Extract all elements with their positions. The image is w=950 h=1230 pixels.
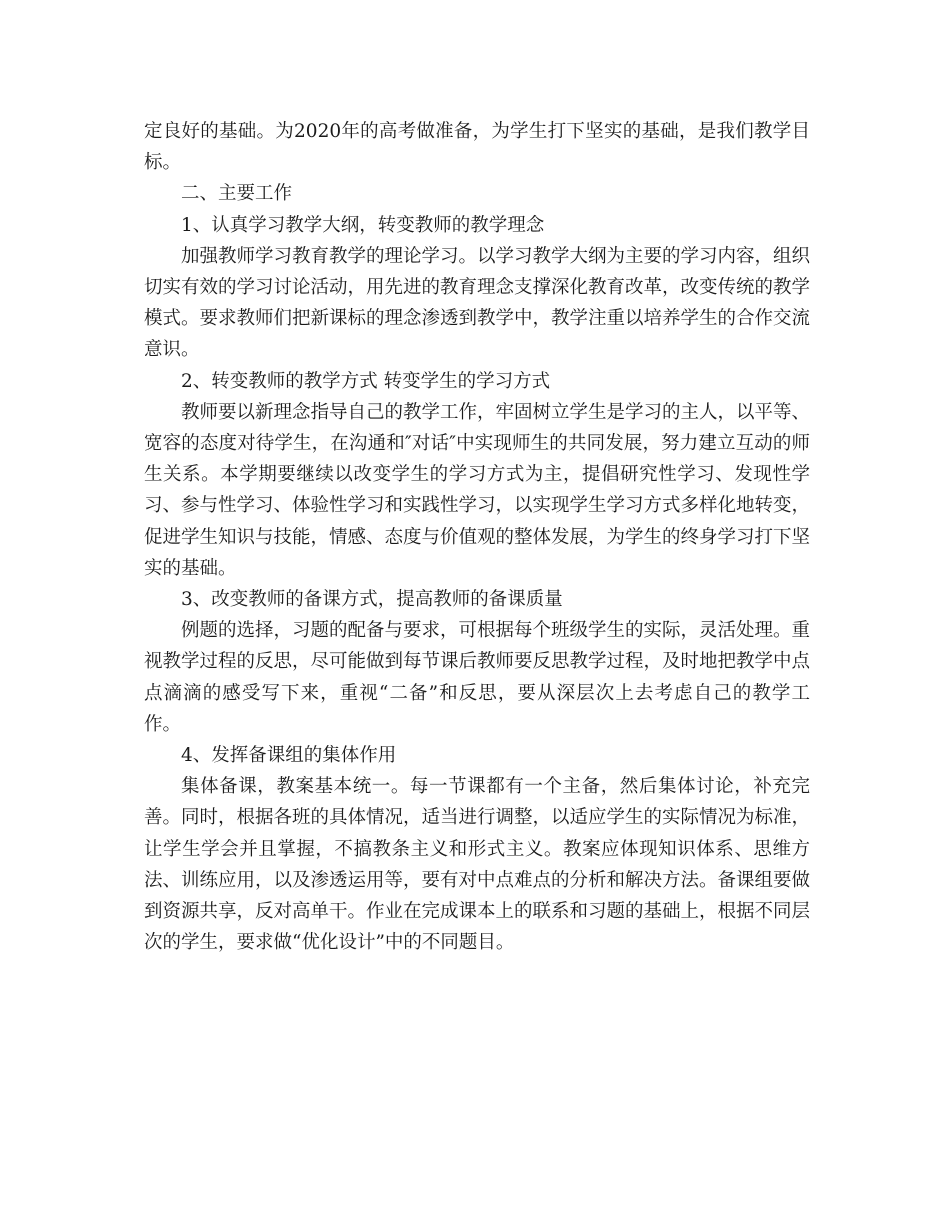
paragraph-4: 集体备课，教案基本统一。每一节课都有一个主备，然后集体讨论，补充完善。同时，根据各班的具体情况，适当进行调整，以适应学生的实际情况为标准，让学生学会并且掌握，不搞教条主义和形式主义。教案应体现知识体系、思维方法、训练应用，以及渗透运用等，要有对中点难点的分析和解决方法。备课组要做到资源共享，反对高单干。作业在完成课本上的联系和习题的基础上，根据不同层次的学生，要求做“优化设计”中的不同题目。 bbox=[144, 776, 811, 954]
paragraph-2: 教师要以新理念指导自己的教学工作，牢固树立学生是学习的主人，以平等、宽容的态度对待学生，在沟通和″对话″中实现师生的共同发展，努力建立互动的师生关系。本学期要继续以改变学生的学习方式为主，提倡研究性学习、发现性学习、参与性学习、体验性学习和实践性学习，以实现学生学习方式多样化地转变，促进学生知识与技能，情感、态度与价值观的整体发展，为学生的终身学习打下坚实的基础。 bbox=[144, 401, 811, 579]
paragraph-1: 加强教师学习教育教学的理论学习。以学习教学大纲为主要的学习内容，组织切实有效的学习讨论活动，用先进的教育理念支撑深化教育改革，改变传统的教学模式。要求教师们把新课标的理念渗透到教学中，教学注重以培养学生的合作交流意识。 bbox=[144, 245, 811, 361]
document-body bbox=[144, 116, 810, 958]
paragraph-continued: 定良好的基础。为2020年的高考做准备，为学生打下坚实的基础，是我们教学目标。 bbox=[144, 121, 810, 174]
subheading-3: 3、改变教师的备课方式，提高教师的备课质量 bbox=[181, 589, 563, 611]
subheading-2: 2、转变教师的教学方式 转变学生的学习方式 bbox=[181, 370, 551, 392]
section-heading-main-work: 二、主要工作 bbox=[181, 183, 293, 205]
subheading-1: 1、认真学习教学大纲，转变教师的教学理念 bbox=[181, 214, 545, 236]
subheading-4: 4、发挥备课组的集体作用 bbox=[181, 745, 397, 767]
paragraph-3: 例题的选择，习题的配备与要求，可根据每个班级学生的实际，灵活处理。重视教学过程的反思，尽可能做到每节课后教师要反思教学过程，及时地把教学中点点滴滴的感受写下来，重视“二备”和反思，要从深层次上去考虑自己的教学工作。 bbox=[144, 620, 811, 735]
